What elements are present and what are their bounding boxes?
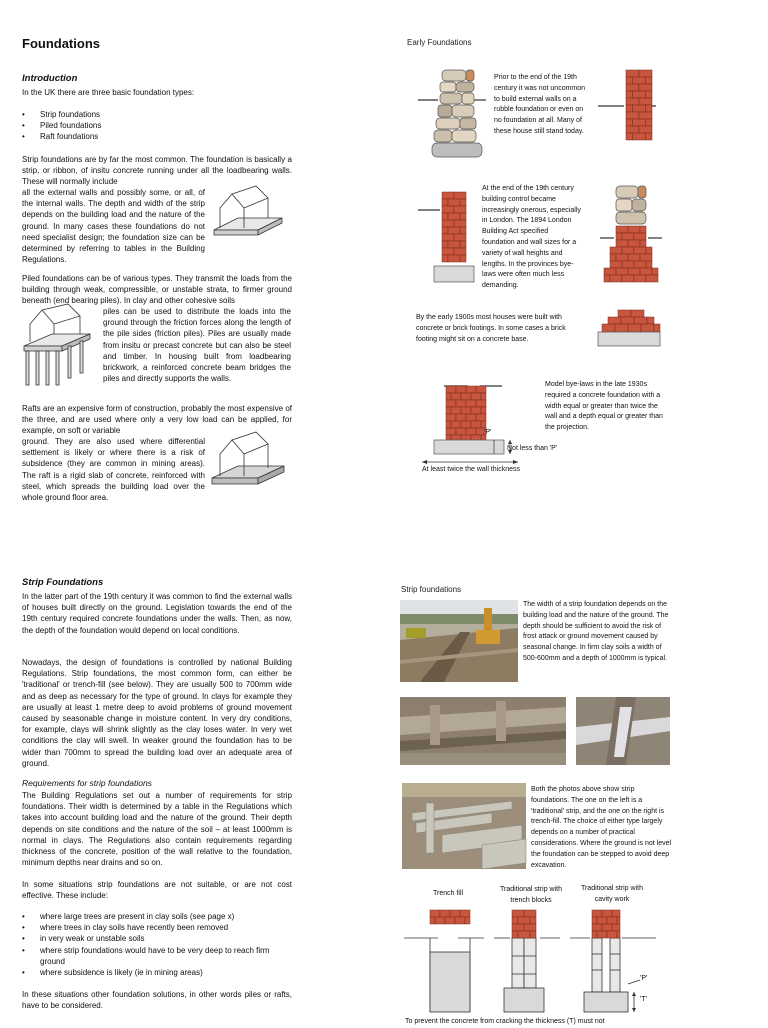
brick <box>448 213 460 220</box>
brick <box>626 112 639 119</box>
brick <box>466 386 476 393</box>
brick <box>442 220 454 227</box>
brick <box>616 233 622 240</box>
label-p: 'P' <box>484 429 492 436</box>
brick <box>604 275 610 282</box>
brick <box>460 241 466 248</box>
brick <box>604 268 616 275</box>
brick <box>622 233 634 240</box>
brick <box>512 931 518 938</box>
brick-footing-rubble-drawing <box>600 184 662 290</box>
foundation-types-list <box>22 109 222 143</box>
brick <box>442 248 454 255</box>
strip-foundation-sections-drawing <box>400 908 668 1018</box>
brick <box>622 247 634 254</box>
brick <box>633 119 646 126</box>
brick <box>454 248 466 255</box>
brick <box>430 910 440 917</box>
requirements-heading: Requirements for strip foundations <box>22 778 152 788</box>
brick <box>592 931 597 938</box>
brick <box>646 77 653 84</box>
raft-paragraph-top: Rafts are an expensive form of construction, probably the most expensive of the three, and are used where only a very low load can be applied, for example, on soft or variable <box>22 404 292 436</box>
brick <box>446 386 456 393</box>
brick <box>451 393 461 400</box>
rubble-wall-drawing <box>418 66 486 162</box>
brick <box>481 407 486 414</box>
label-p-section: 'P' <box>640 975 648 982</box>
brick <box>616 240 628 247</box>
brick <box>448 227 460 234</box>
piled-paragraph-top: Piled foundations can be of various types. They transmit the loads from the building through weak, compressible, or unstable strata, to firmer ground beneath (end bearing piles). In clay and other cohesive soils <box>22 274 292 306</box>
trench-fill-photo <box>576 697 670 765</box>
brick <box>626 98 639 105</box>
brick <box>442 192 454 199</box>
brick <box>646 119 653 126</box>
brick <box>524 910 536 917</box>
strip-caption-2: Both the photos above show strip foundations. The one on the left is a 'traditional' strip, and the one on the right is trench-fill. The choice of either type largely depends on a number of practical considerations. Where the ground is not level the foundation can be stepped to avoid deep excavation. <box>531 786 672 869</box>
brick <box>646 275 658 282</box>
brick <box>518 931 530 938</box>
brick <box>652 268 658 275</box>
brick <box>654 324 660 332</box>
brick <box>639 98 652 105</box>
brick <box>448 241 460 248</box>
brick <box>640 254 652 261</box>
brick <box>633 133 646 140</box>
brick <box>456 428 466 435</box>
brick <box>481 393 486 400</box>
strip-foundations-heading: Strip Foundations <box>22 577 104 588</box>
brick <box>626 77 633 84</box>
brick <box>602 924 612 931</box>
brick <box>628 324 641 332</box>
brick <box>471 393 481 400</box>
brick <box>445 917 455 924</box>
brick-wall-1894-drawing <box>418 190 478 286</box>
brick <box>597 931 607 938</box>
brick <box>634 275 646 282</box>
brick <box>602 324 615 332</box>
brick <box>454 192 466 199</box>
strip-para-2: Nowadays, the design of foundations is controlled by national Building Regulations. Strip foundations, the most common form, can either be 'traditional' or trench-fill (see below). They are usually 500 to 700mm wide and as deep as necessary for the type of ground. In clays for example they are usually at least 1 metre deep to avoid problems of ground movement caused by seasonable change in moisture content. In very dry conditions, for example, clays will shrink slightly as the clay loses water. In very wet conditions the clay will swell. In weaker ground the foundation has to be wider than 700mm to spread the building load over an adequate area of ground. <box>22 658 292 768</box>
brick <box>646 261 652 268</box>
unsuitable-situations-list <box>22 911 292 978</box>
brick <box>451 421 461 428</box>
brick <box>616 254 628 261</box>
brick <box>454 206 466 213</box>
list-item: • where trees in clay soils have recently been removed <box>22 922 292 933</box>
brick <box>617 931 620 938</box>
piled-foundation-house-icon <box>20 310 100 390</box>
brick <box>612 924 620 931</box>
brick <box>476 414 486 421</box>
brick <box>446 407 451 414</box>
brick <box>607 917 617 924</box>
brick <box>592 924 602 931</box>
brick <box>639 112 652 119</box>
label-traditional-blocks: Traditional strip with trench blocks <box>500 886 562 904</box>
brick <box>456 386 466 393</box>
intro-text: In the UK there are three basic foundation types: <box>22 88 195 97</box>
brick <box>610 275 622 282</box>
intro-heading: Introduction <box>22 73 78 84</box>
list-item: • Strip foundations <box>22 109 222 120</box>
brick <box>608 317 621 324</box>
brick <box>612 910 620 917</box>
strip-caption-1: The width of a strip foundation depends on the building load and the nature of the ground. The depth should be sufficient to avoid the risk of frost attack or ground movement caused by seasonal change. In firm clay soils a width of 500-600mm and a depth of 1000mm is typical. <box>523 601 669 662</box>
brick <box>641 324 654 332</box>
label-traditional-cavity: Traditional strip with cavity work <box>581 885 643 903</box>
brick <box>610 247 622 254</box>
brick <box>455 917 465 924</box>
brick <box>592 917 597 924</box>
brick <box>460 227 466 234</box>
brick <box>442 255 448 262</box>
brick <box>481 421 486 428</box>
early-foundations-title: Early Foundations <box>407 38 472 47</box>
brick <box>530 917 536 924</box>
strip-para-4: In some situations strip foundations are not suitable, or are not cost effective. These include: <box>22 880 292 901</box>
strip-paragraph-side: all the external walls and possibly some, or all, of the internal walls. The depth and width of the strip depends on the building load and the nature of the ground. In many cases these foundations do not need specialist design; the foundation size can be determined by referring to tables in the Building Regulations. <box>22 188 205 265</box>
brick <box>592 910 602 917</box>
brick <box>626 133 633 140</box>
brick <box>530 931 536 938</box>
strip-bottom-text: To prevent the concrete from cracking the thickness (T) must not <box>405 1018 605 1025</box>
brick <box>618 310 631 317</box>
brick <box>615 324 628 332</box>
brick <box>626 84 639 91</box>
page-title: Foundations <box>22 36 100 51</box>
brick <box>640 240 646 247</box>
brick <box>448 255 460 262</box>
early-caption-3: By the early 1900s most houses were built with concrete or brick footings. In some cases a brick footing might sit on a concrete base. <box>416 314 566 343</box>
brick <box>646 247 652 254</box>
strip-para-1: In the latter part of the 19th century it was common to find the external walls of houses built directly on the ground. Legislation towards the end of the 19th century required concrete foundations under the walls. Then, as now, the depth of the foundation would depend on local conditions. <box>22 592 292 635</box>
label-not-less-than-p: Not less than 'P' <box>507 445 558 452</box>
brick <box>454 220 466 227</box>
brick <box>621 317 634 324</box>
brick <box>602 910 612 917</box>
brick <box>456 414 466 421</box>
brick <box>622 275 634 282</box>
brick <box>466 428 476 435</box>
brick <box>476 400 486 407</box>
brick <box>450 910 460 917</box>
brick <box>633 91 646 98</box>
list-item: • Piled foundations <box>22 120 222 131</box>
brick <box>633 105 646 112</box>
brick <box>512 917 518 924</box>
list-item: • in very weak or unstable soils <box>22 933 292 944</box>
brick <box>460 910 470 917</box>
brick <box>442 234 454 241</box>
early-caption-1: Prior to the end of the 19th century it was not uncommon to build external walls on a rubble foundation or even on no foundation at all. Many of these house still stand today. <box>494 74 586 135</box>
brick <box>512 910 524 917</box>
brick <box>466 400 476 407</box>
brick <box>640 268 652 275</box>
traditional-strip-photo <box>400 697 566 765</box>
brick-wall-no-footing-drawing <box>598 68 656 144</box>
brick <box>461 421 471 428</box>
list-item: • where subsidence is likely (ie in mining areas) <box>22 967 292 978</box>
brick <box>442 213 448 220</box>
brick <box>446 393 451 400</box>
brick <box>633 77 646 84</box>
brick <box>626 105 633 112</box>
list-item: • where strip foundations would have to be very deep to reach firm ground <box>22 945 292 967</box>
brick <box>628 226 640 233</box>
list-item: • where large trees are present in clay soils (see page x) <box>22 911 292 922</box>
brick <box>456 400 466 407</box>
brick <box>634 317 647 324</box>
brick <box>639 126 652 133</box>
brick <box>446 421 451 428</box>
brick <box>451 407 461 414</box>
brick <box>461 393 471 400</box>
brick <box>446 414 456 421</box>
brick <box>442 206 454 213</box>
brick <box>442 241 448 248</box>
brick <box>610 254 616 261</box>
label-trench-fill: Trench fill <box>433 890 464 897</box>
brick <box>466 414 476 421</box>
list-item: • Raft foundations <box>22 131 222 142</box>
brick <box>430 917 435 924</box>
brick <box>471 421 481 428</box>
early-caption-2: At the end of the 19th century building control became increasingly onerous, especially in London. The 1894 London Building Act specified foundation and wall sizes for a variety of wall heights and lengths. In the provinces bye-laws were often much less demanding. <box>482 185 581 290</box>
brick <box>446 428 456 435</box>
brick <box>626 126 639 133</box>
brick <box>626 119 633 126</box>
brick <box>454 234 466 241</box>
label-t-section: 'T' <box>640 996 647 1003</box>
brick <box>628 240 640 247</box>
brick-footing-concrete-drawing <box>594 308 668 350</box>
brick <box>626 91 633 98</box>
brick <box>628 268 640 275</box>
brick <box>646 133 653 140</box>
brick <box>448 199 460 206</box>
brick <box>646 105 653 112</box>
brick <box>435 917 445 924</box>
brick <box>640 226 646 233</box>
brick <box>460 255 466 262</box>
strip-para-5: In these situations other foundation solutions, in other words piles or rafts, have to be considered. <box>22 990 292 1011</box>
brick <box>446 400 456 407</box>
brick <box>647 317 654 324</box>
brick <box>442 227 448 234</box>
site-excavation-photo <box>400 600 518 682</box>
label-twice-wall: At least twice the wall thickness <box>422 466 521 473</box>
strip-foundations-figure-title: Strip foundations <box>401 585 462 594</box>
strip-foundation-house-icon <box>208 188 288 250</box>
strip-para-3: The Building Regulations set out a number of requirements for strip foundations. Their width is determined by a table in the Regulations which takes into account building load and the nature of the ground. Their depth depends on site conditions and the nature of the soil – at least 1000mm is normal in clays. The Regulations also contain requirements regarding thickness of the concrete, position of the wall relative to the foundation, minimum depths near drains and so on. <box>22 791 292 868</box>
brick <box>465 917 470 924</box>
piled-paragraph-side: piles can be used to distribute the loads into the ground through the friction forces along the length of the pile sides (friction piles). Piles are usually made from insitu or precast concrete but can also be steel and timber. In housing built from loadbearing brickwork, a reinforced concrete beam bridges the piles and directly supports the walls. <box>103 307 291 384</box>
brick <box>639 70 652 77</box>
brick <box>628 254 640 261</box>
brick <box>631 310 644 317</box>
brick <box>639 84 652 91</box>
brick <box>476 386 486 393</box>
brick <box>597 917 607 924</box>
brick <box>518 917 530 924</box>
brick <box>607 931 617 938</box>
brick <box>634 233 646 240</box>
strip-paragraph-top: Strip foundations are by far the most common. The foundation is basically a strip, or ribbon, of insitu concrete running under all the loadbearing walls. These will normally include <box>22 155 292 187</box>
brick <box>440 910 450 917</box>
brick <box>626 70 639 77</box>
raft-foundation-house-icon <box>208 432 288 492</box>
brick <box>471 407 481 414</box>
blockwork-foundation-photo <box>402 783 526 869</box>
brick <box>524 924 536 931</box>
brick <box>634 247 646 254</box>
brick <box>622 261 634 268</box>
raft-paragraph-side: ground. They are also used where differential settlement is likely or where there is a risk of subsidence (they are common in mining areas). The raft is a rigid slab of concrete, reinforced with steel, which spreads the building load over the whole ground floor area. <box>22 437 205 503</box>
brick <box>512 924 524 931</box>
bylaw-1930s-section-drawing <box>418 384 538 468</box>
brick <box>617 917 620 924</box>
brick <box>616 226 628 233</box>
brick <box>646 91 653 98</box>
concrete-base <box>434 266 474 282</box>
brick <box>461 407 471 414</box>
early-caption-4: Model bye-laws in the late 1930s required a concrete foundation with a width equal or greater than twice the wall and a depth equal or greater than the projection. <box>545 381 663 432</box>
brick <box>460 199 466 206</box>
brick <box>460 213 466 220</box>
brick <box>634 261 646 268</box>
brick <box>616 268 628 275</box>
brick <box>442 199 448 206</box>
brick <box>610 261 622 268</box>
